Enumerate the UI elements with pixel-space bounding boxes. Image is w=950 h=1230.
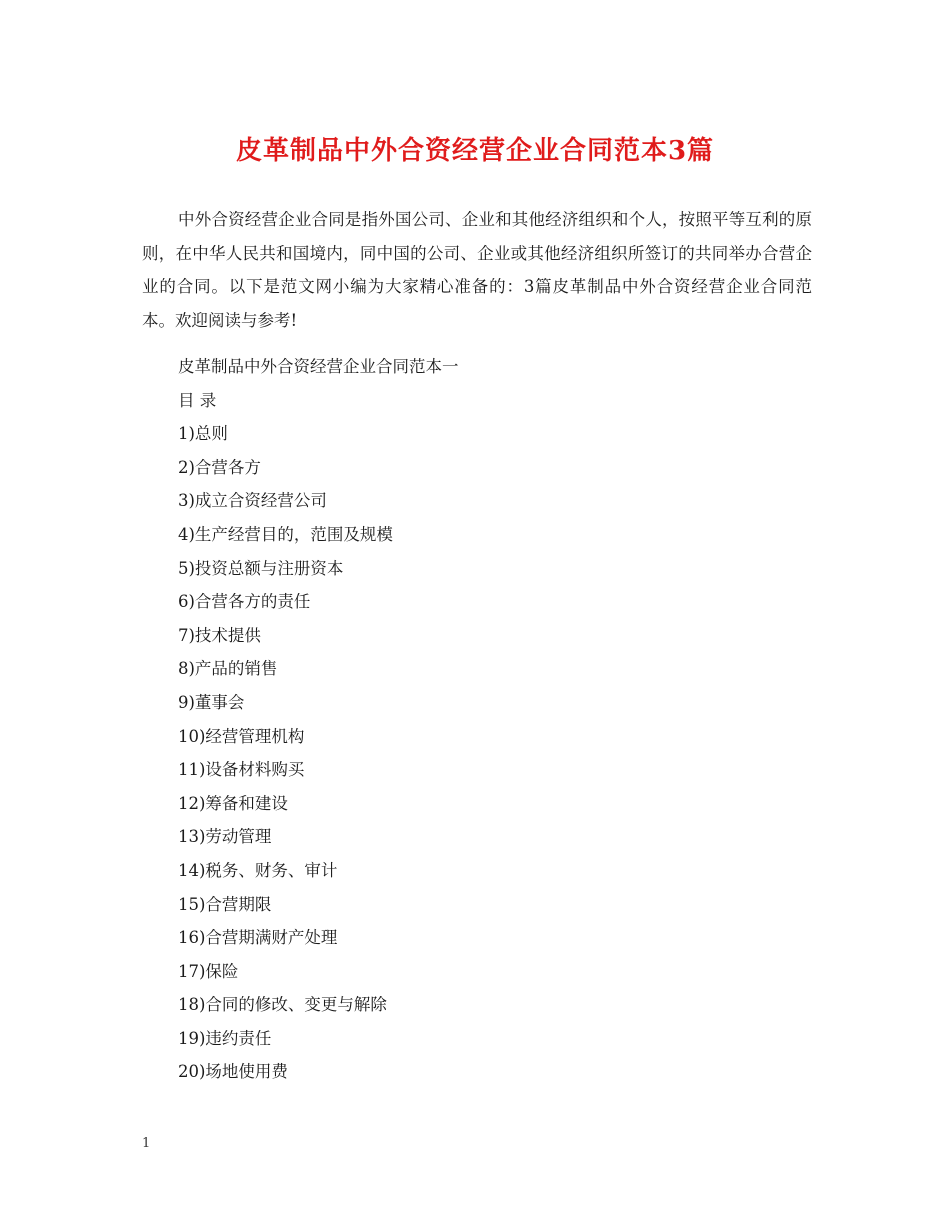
intro-paragraph: 中外合资经营企业合同是指外国公司、企业和其他经济组织和个人，按照平等互利的原则，在中华人民共和国境内，同中国的公司、企业或其他经济组织所签订的共同举办合营企业的合同。以下是范文网小编为大家精心准备的：3篇皮革制品中外合资经营企业合同范本。欢迎阅读与参考! <box>142 210 812 330</box>
section-heading: 皮革制品中外合资经营企业合同范本一 <box>178 357 459 376</box>
contents-item: 20)场地使用费 <box>178 1062 288 1082</box>
contents-item: 6)合营各方的责任 <box>178 592 311 612</box>
contents-item: 18)合同的修改、变更与解除 <box>178 995 387 1015</box>
contents-item: 16)合营期满财产处理 <box>178 928 338 948</box>
contents-item: 9)董事会 <box>178 692 245 712</box>
contents-item: 8)产品的销售 <box>178 659 278 679</box>
contents-item: 19)违约责任 <box>178 1028 272 1048</box>
contents-item: 10)经营管理机构 <box>178 726 305 746</box>
contents-item: 5)投资总额与注册资本 <box>178 558 344 578</box>
contents-item: 3)成立合资经营公司 <box>178 491 327 511</box>
contents-list <box>178 350 459 1089</box>
contents-item: 15)合营期限 <box>178 894 272 914</box>
contents-item: 14)税务、财务、审计 <box>178 860 338 880</box>
contents-item: 17)保险 <box>178 961 239 981</box>
contents-item: 11)设备材料购买 <box>178 760 305 780</box>
contents-item: 13)劳动管理 <box>178 827 272 847</box>
contents-item: 2)合营各方 <box>178 457 261 477</box>
contents-heading: 目 录 <box>178 390 217 410</box>
contents-item: 12)筹备和建设 <box>178 793 288 813</box>
page-number: 1 <box>142 1136 151 1151</box>
contents-item: 1)总则 <box>178 424 228 444</box>
document-title: 皮革制品中外合资经营企业合同范本3篇 <box>235 136 715 166</box>
contents-item: 4)生产经营目的，范围及规模 <box>178 524 393 544</box>
contents-item: 7)技术提供 <box>178 625 261 645</box>
